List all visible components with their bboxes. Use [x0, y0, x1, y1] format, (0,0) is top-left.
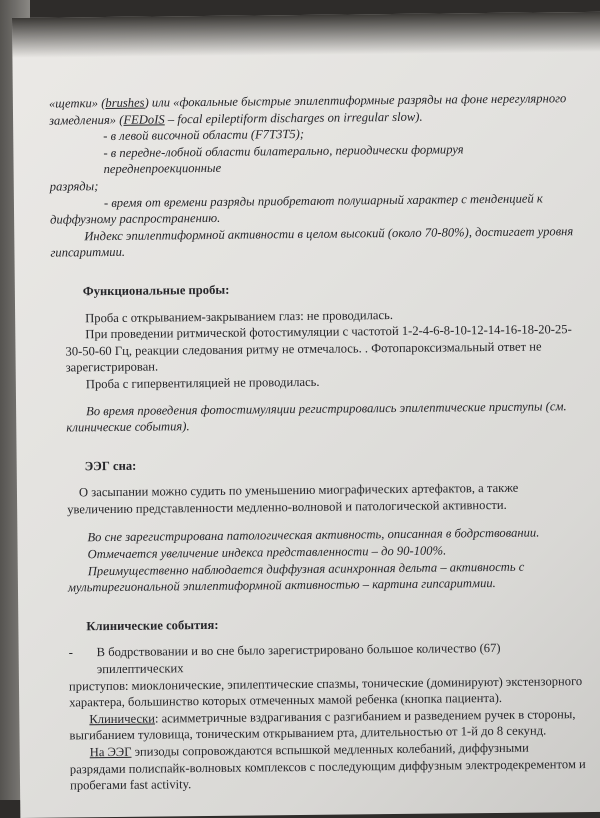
bullet-hemispheric: - время от времени разряды приобретают полушарный характер с тенденцией к	[103, 191, 543, 210]
brushes-term: brushes	[105, 95, 145, 111]
clinical-eeg-line-2: разрядами полиспайк-волновых комплексов с последующим диффузным электродекрементом и	[69, 756, 586, 777]
sleep-p2-line-4: мультирегиональной эпилептиформной активностью – картина гипсаритмии.	[67, 576, 496, 595]
functional-heading: Функциональные пробы:	[82, 282, 230, 299]
eeg-label: На ЭЭГ	[89, 744, 132, 760]
eyes-test: Проба с открыванием-закрыванием глаз: не проводилась.	[85, 307, 394, 325]
sleep-p1-line-2: увеличению представленности медленно-волновой и патологической активности.	[67, 497, 507, 517]
clinical-clin-line-2: выгибанием туловища, тоническим открыванием рта, длительностью от 1-й до 8 секунд.	[69, 723, 547, 743]
document-text	[48, 90, 590, 794]
clinical-p1	[69, 639, 589, 678]
bullet-frontal: - в передне-лобной области билатерально, периодически формируя переднепроекционные	[103, 142, 464, 177]
document-page	[12, 12, 600, 818]
clinically-label: Клинически	[89, 711, 156, 727]
clinical-p1-line-2: приступов: миоклонические, эпилептические спазмы, тонические (доминируют) экстензорного	[68, 673, 583, 694]
fedois-term: FEDoIS	[123, 112, 165, 127]
photostim-line-3: зарегистрирован.	[65, 359, 159, 375]
photostim-line-1: При проведении ритмической фотостимуляции с частотой 1-2-4-6-8-10-12-14-16-18-20-25-	[85, 322, 572, 342]
photostim-note-2: клинические события).	[66, 419, 190, 435]
clinical-p1-line-3: характера, большинство которых отмеченных мамой ребенка (кнопка пациента).	[69, 691, 503, 710]
hyperventilation-test: Проба с гипервентиляцией не проводилась.	[85, 374, 320, 392]
bullet-frontal-cont: разряды;	[49, 179, 99, 194]
intro-line-1: «щетки» (brushes) или «фокальные быстрые эпилептиформные разряды на фоне нерегулярного	[48, 91, 567, 111]
sleep-p2-line-3: Преимущественно наблюдается диффузная асинхронная дельта – активность с	[87, 559, 525, 578]
clinical-eeg-line-3: пробегами fast activity.	[69, 777, 192, 793]
sleep-p2-line-1: Во сне зарегистрирована патологическая активность, описанная в бодрствовании.	[87, 525, 540, 545]
clinical-clin-line-1: Клинически: асимметричные вздрагивания с разгибанием и разведением ручек в стороны,	[89, 706, 576, 727]
page-top-shadow	[12, 12, 600, 58]
bullet-left-temporal: - в левой височной области (F7T3T5);	[103, 127, 305, 144]
clinical-p1-line-1: В бодрствовании и во сне было зарегистрировано большое количество (67) эпилептических	[96, 641, 501, 677]
index-line-cont: гипсаритмии.	[50, 245, 126, 260]
sleep-heading: ЭЭГ сна:	[84, 458, 137, 473]
sleep-p2-line-2: Отмечается увеличение индекса представленности – до 90-100%.	[87, 543, 447, 562]
photostim-line-2: 30-50-60 Гц, реакции следования ритму не отмечалось. . Фотопароксизмальный ответ не	[65, 339, 542, 359]
list-dash: -	[68, 645, 73, 660]
bullet-hemispheric-cont: диффузному распространению.	[50, 210, 221, 227]
index-line: Индекс эпилептиформной активности в целом высокий (около 70-80%), достигает уровня	[84, 223, 574, 244]
clinical-heading: Клинические события:	[86, 617, 219, 634]
photostim-note-1: Во время проведения фотостимуляции регистрировались эпилептические приступы (см.	[86, 398, 567, 418]
intro-line-2: замедления» (FEDoIS – focal epileptiform discharges on irregular slow).	[48, 109, 423, 128]
sleep-p1-line-1: О засыпании можно судить по уменьшению миографических артефактов, а также	[78, 481, 519, 500]
clinical-eeg-line-1: На ЭЭГ эпизоды сопровождаются вспышкой медленных колебаний, диффузными	[89, 740, 529, 760]
